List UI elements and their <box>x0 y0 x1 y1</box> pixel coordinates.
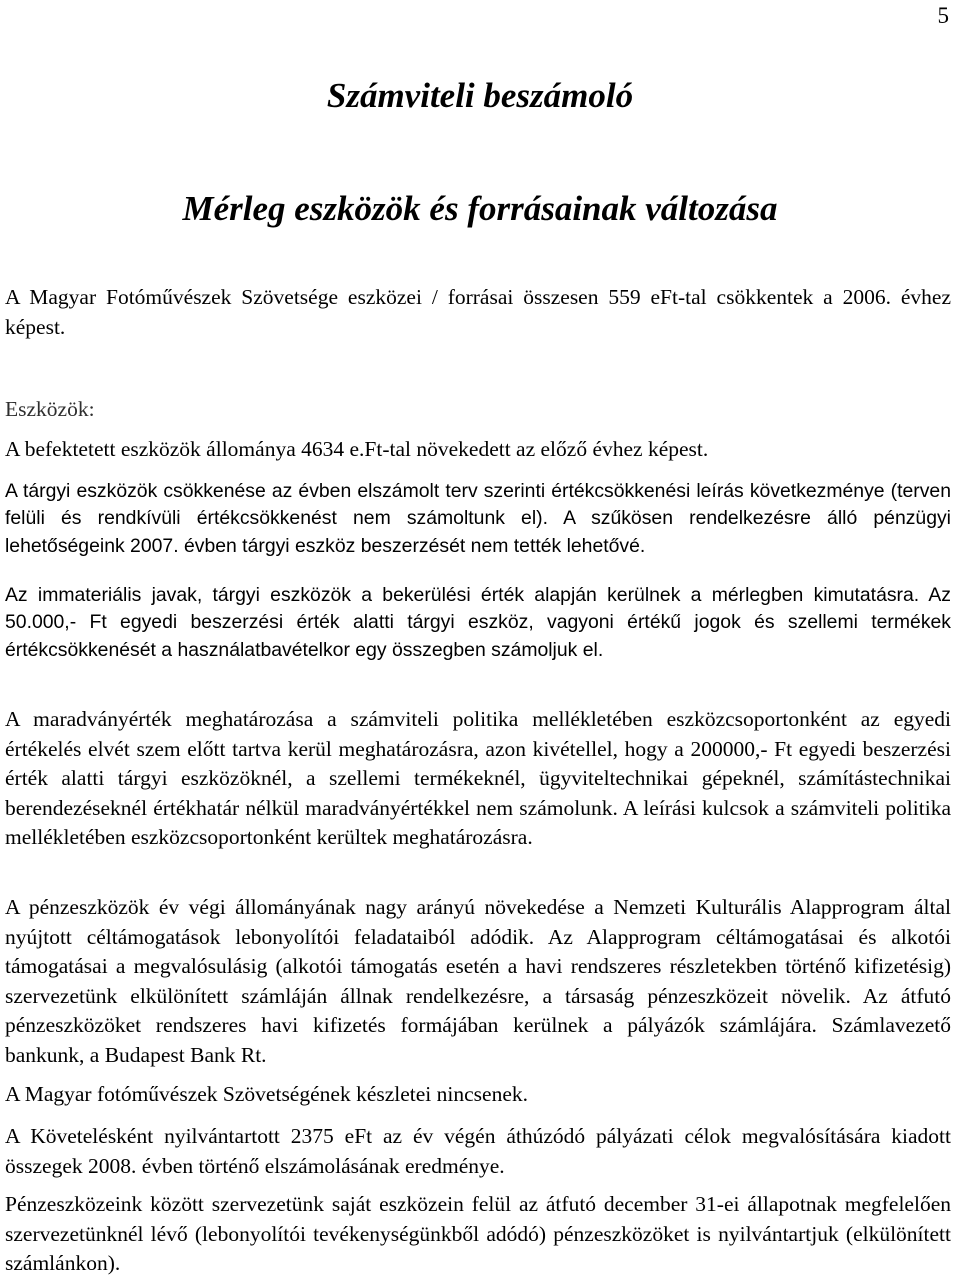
page-title: Számviteli beszámoló <box>326 76 634 115</box>
keszletek-paragraph: A Magyar fotóművészek Szövetségének készletei nincsenek. <box>5 1082 528 1106</box>
maradvanyertek-paragraph: A maradványérték meghatározása a számviteli politika mellékletében eszközcsoportonként az egyedi értékelés elvét szem előtt tartva kerül meghatározásra, azon kivétellel, hogy a 200000,- Ft egyedi beszerzési érték alatti tárgyi eszközöknél, a szellemi termékeknél, ügyviteltechnikai gépeknél, számítástechnikai berendezéseknél értékhatár nélkül maradványértékkel nem számolunk. A leírási kulcsok a számviteli politika mellékletében eszközcsoportonként kerültek meghatározásra. <box>5 707 951 850</box>
page-number: 5 <box>937 3 949 28</box>
targyi-eszkozok-paragraph: A tárgyi eszközök csökkenése az évben elszámolt terv szerinti értékcsökkenési leírás következménye (terven felüli és rendkívüli értékcsökkenést nem számoltunk el). A szűkösen rendelkezésre álló pénzügyi lehetőségeink 2007. évben tárgyi eszköz beszerzését nem tették lehetővé. <box>5 480 951 557</box>
immaterialis-paragraph: Az immateriális javak, tárgyi eszközök a bekerülési érték alapján kerülnek a mérlegben kimutatásra. Az 50.000,- Ft egyedi beszerzési érték alatti tárgyi eszköz, vagyoni értékű jogok és szellemi termékek értékcsökkenését a használatbavételkor egy összegben számoljuk el. <box>5 584 951 661</box>
intro-paragraph: A Magyar Fotóművészek Szövetsége eszközei / forrásai összesen 559 eFt-tal csökkentek a 2006. évhez képest. <box>5 285 951 339</box>
section-title: Mérleg eszközök és forrásainak változása <box>182 189 778 228</box>
penzeszkozok-paragraph: A pénzeszközök év végi állományának nagy arányú növekedése a Nemzeti Kulturális Alapprogram által nyújtott céltámogatások lebonyolítói feladataiból adódik. Az Alapprogram céltámogatásai és alkotói támogatásai a megvalósulásig (alkotói támogatás esetén a havi rendszeres részletekben történő kifizetésig) szervezetünk elkülönített számláján állnak rendelkezésre, a társaság pénzeszközeit növelik. Az átfutó pénzeszközöket rendszeres havi kifizetés formájában kerülnek a pályázók számlájára. Számlavezető bankunk, a Budapest Bank Rt. <box>5 895 951 1067</box>
eszkozok-heading: Eszközök: <box>5 397 95 421</box>
penzeszkozeink-paragraph: Pénzeszközeink között szervezetünk saját eszközein felül az átfutó december 31-ei állapotnak megfelelően szervezetünknél lévő (lebonyolítói tevékenységünkből adódó) pénzeszközöket is nyilvántartjuk (elkülönített számlánkon). <box>5 1192 951 1276</box>
befektetett-paragraph: A befektetett eszközök állománya 4634 e.Ft-tal növekedett az előző évhez képest. <box>5 437 709 461</box>
kovetelesek-paragraph: A Követelésként nyilvántartott 2375 eFt az év végén áthúzódó pályázati célok megvalósítására kiadott összegek 2008. évben történő elszámolásának eredménye. <box>5 1124 951 1178</box>
